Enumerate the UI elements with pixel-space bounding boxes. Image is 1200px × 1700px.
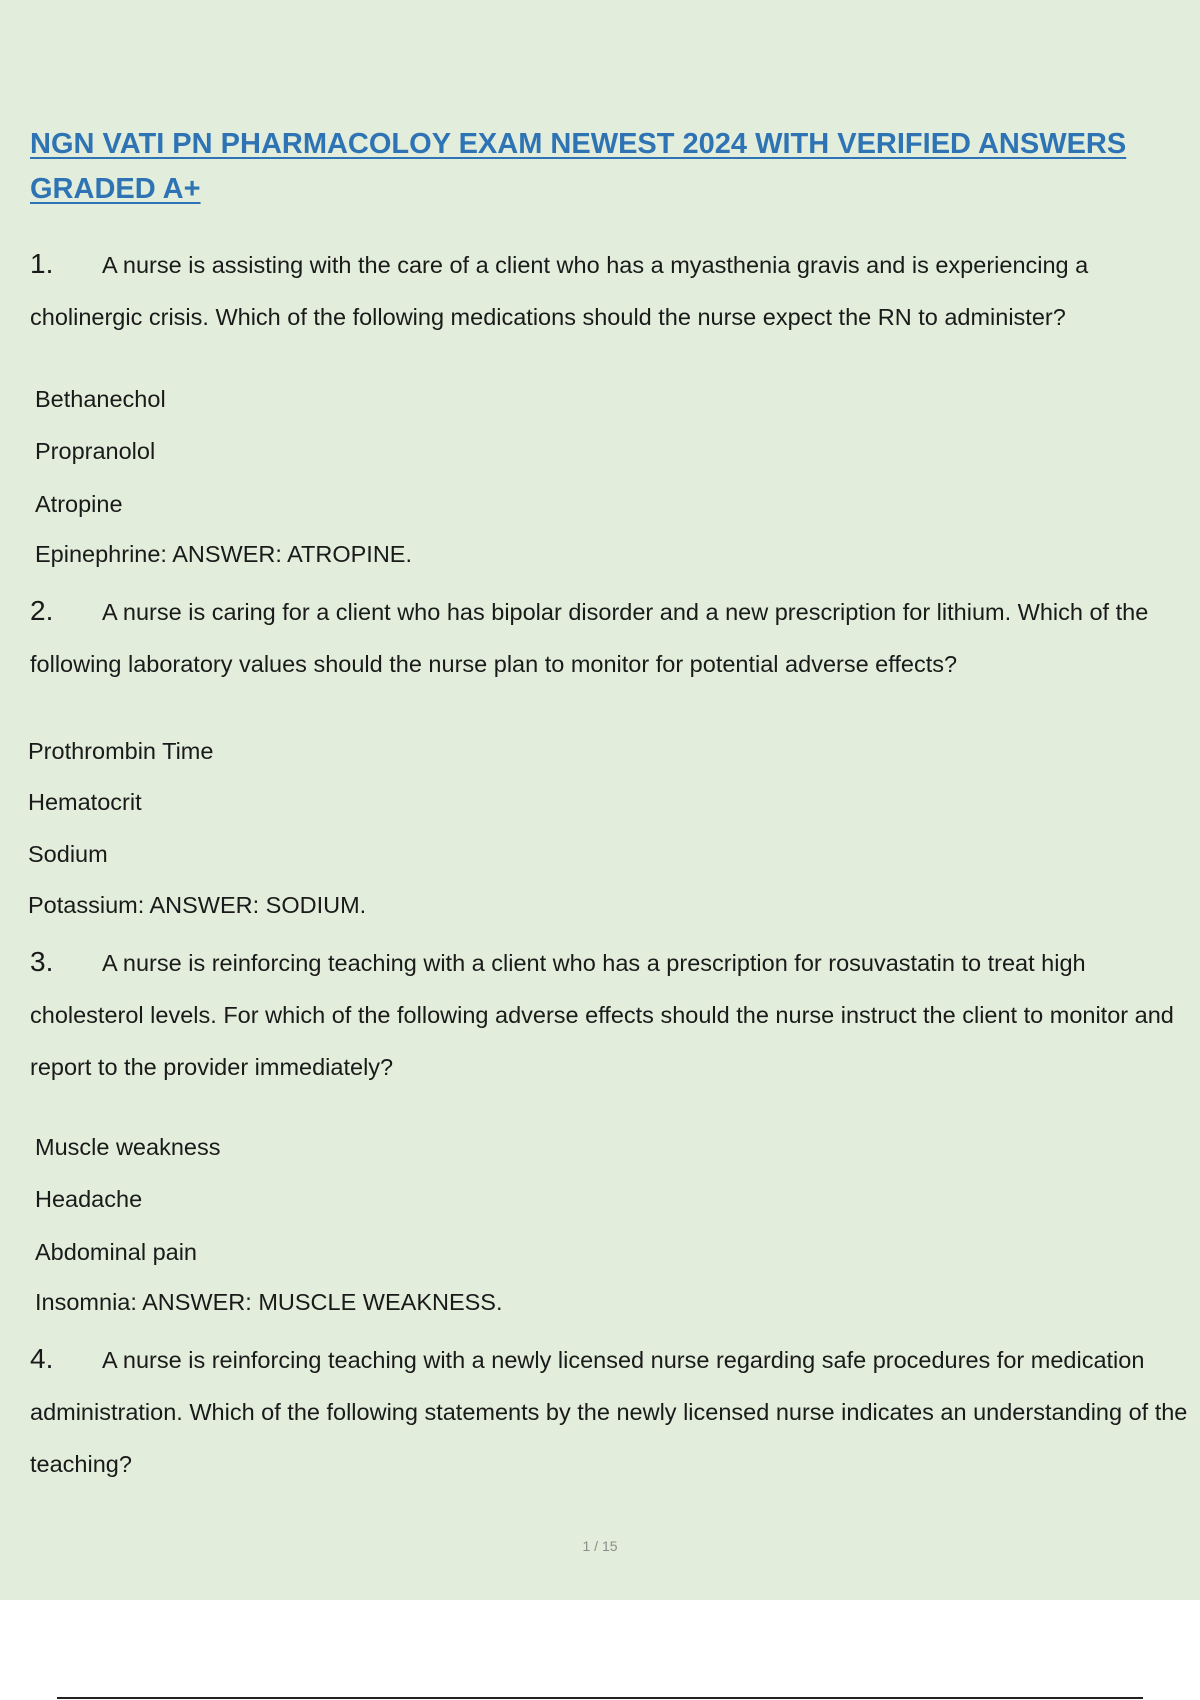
question-2 [30, 585, 1200, 690]
question-text: A nurse is reinforcing teaching with a client who has a prescription for rosuvastatin to treat high cholesterol levels. For which of the following adverse effects should the nurse instruct the client to monitor and report to the provider immediately? [30, 950, 1174, 1080]
question-1 [30, 238, 1200, 343]
answer-option: Atropine [35, 491, 123, 517]
answer-option: Prothrombin Time [28, 738, 214, 764]
answer-option: Headache [35, 1186, 143, 1212]
answer-option: Insomnia: ANSWER: MUSCLE WEAKNESS. [35, 1289, 503, 1315]
page-indicator: 1 / 15 [582, 1538, 618, 1554]
question-number: 2. [30, 595, 54, 626]
answer-option: Bethanechol [35, 386, 166, 412]
answer-option: Propranolol [35, 438, 156, 464]
answer-option: Abdominal pain [35, 1239, 197, 1265]
question-number: 3. [30, 946, 54, 977]
answer-option: Hematocrit [28, 789, 142, 815]
question-number: 1. [30, 248, 54, 279]
question-4 [30, 1333, 1200, 1490]
question-text: A nurse is caring for a client who has bipolar disorder and a new prescription for lithium. Which of the following laboratory values should the nurse plan to monitor for potential adverse effects? [30, 599, 1149, 677]
question-text: A nurse is assisting with the care of a client who has a myasthenia gravis and is experiencing a cholinergic crisis. Which of the following medications should the nurse expect the RN to administer? [30, 252, 1089, 330]
answer-option: Potassium: ANSWER: SODIUM. [28, 892, 367, 918]
answer-option: Epinephrine: ANSWER: ATROPINE. [35, 541, 413, 567]
answer-option: Sodium [28, 841, 108, 867]
answer-option: Muscle weakness [35, 1134, 221, 1160]
question-number: 4. [30, 1343, 54, 1374]
footer-divider [57, 1697, 1143, 1699]
question-3 [30, 936, 1200, 1093]
question-text: A nurse is reinforcing teaching with a newly licensed nurse regarding safe procedures for medication administration. Which of the following statements by the newly licensed nurse indicates an understanding of the teaching? [30, 1347, 1188, 1477]
document-title: NGN VATI PN PHARMACOLOY EXAM NEWEST 2024 WITH VERIFIED ANSWERS GRADED A+ [30, 128, 1127, 205]
